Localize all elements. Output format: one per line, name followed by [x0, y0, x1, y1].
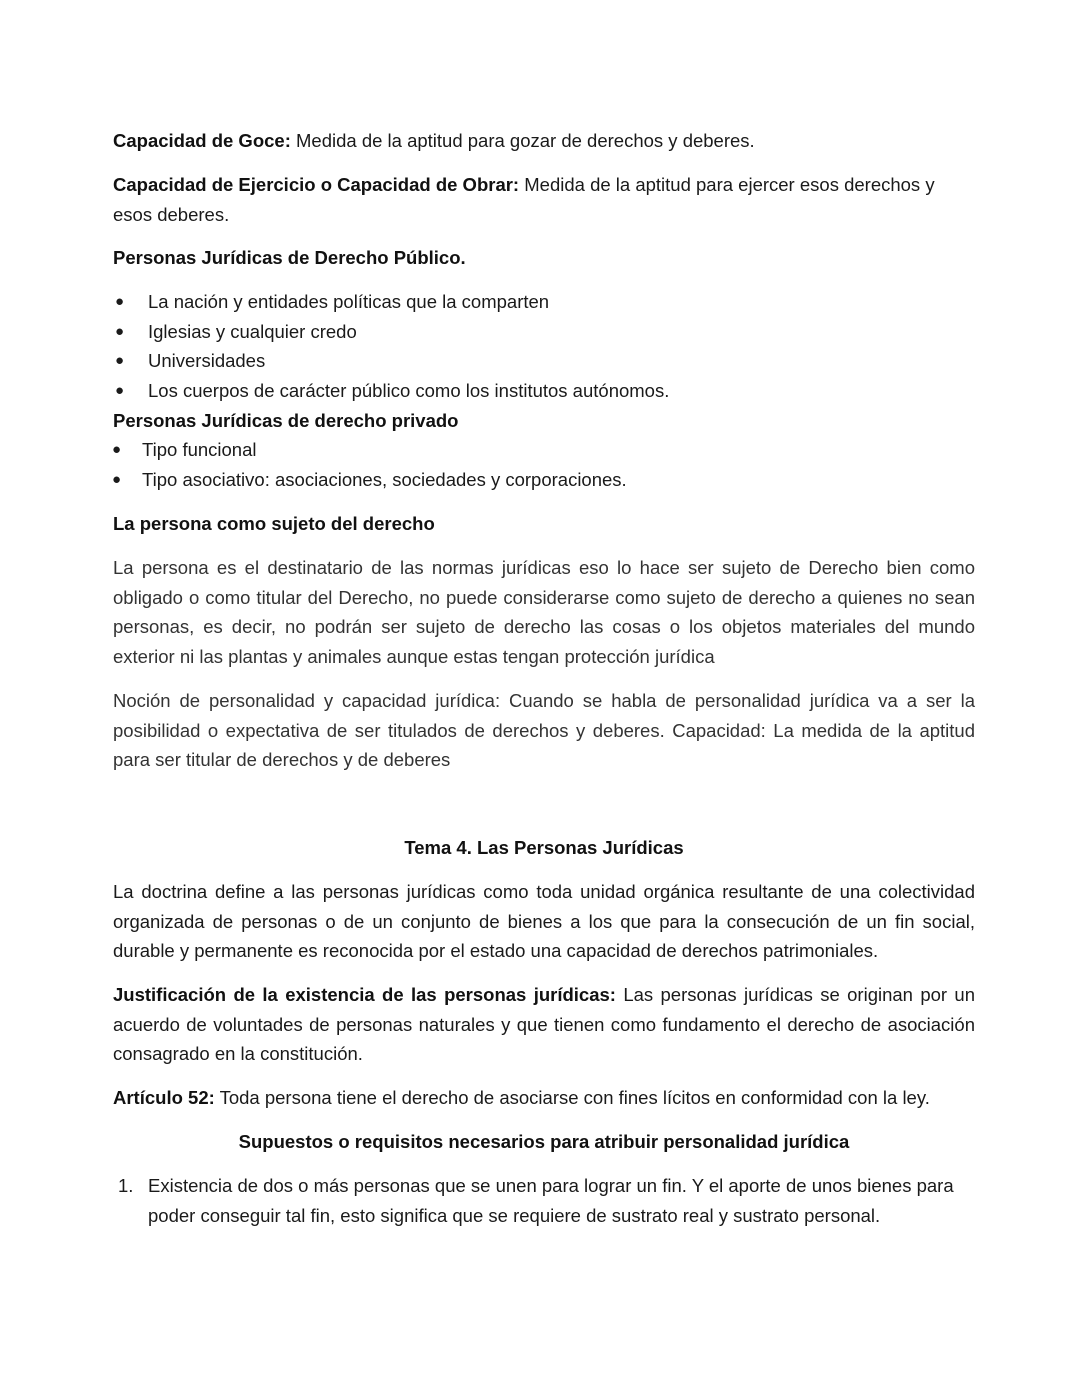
heading-sujeto — [113, 509, 975, 539]
heading-privado — [113, 406, 975, 436]
list-text: Existencia de dos o más personas que se unen para lograr un fin. Y el aporte de unos bienes para poder conseguir tal fin, esto significa que se requiere de sustrato real y sustrato personal. — [148, 1175, 954, 1226]
paragraph-sujeto: La persona es el destinatario de las normas jurídicas eso lo hace ser sujeto de Derecho bien como obligado o como titular del Derecho, no puede considerarse como sujeto de derecho a quienes no sean personas, es decir, no podrán ser sujeto de derecho las cosas o los objetos materiales del mundo exterior ni las plantas y animales aunque estas tengan protección jurídica — [113, 557, 975, 668]
list-item — [113, 1171, 975, 1230]
numbered-list — [113, 1171, 975, 1230]
section-title — [113, 833, 975, 863]
title-text: Tema 4. Las Personas Jurídicas — [404, 837, 684, 858]
paragraph-nocion: Noción de personalidad y capacidad jurídica: Cuando se habla de personalidad jurídica va a ser la posibilidad o expectativa de ser titulados de derechos y deberes. Capacidad: La medida de la aptitud para ser titular de derechos y de deberes — [113, 690, 975, 771]
heading-text: Supuestos o requisitos necesarios para atribuir personalidad jurídica — [238, 1131, 850, 1152]
list-item: ● Los cuerpos de carácter público como los institutos autónomos. — [113, 376, 975, 406]
list-item: ● Iglesias y cualquier credo — [113, 317, 975, 347]
term: Artículo 52: — [113, 1087, 215, 1108]
definition: Toda persona tiene el derecho de asociarse con fines lícitos en conformidad con la ley. — [214, 1087, 930, 1108]
term: Capacidad de Goce: — [113, 130, 291, 151]
paragraph-articulo — [113, 1083, 975, 1113]
list-item: ● La nación y entidades políticas que la comparten — [113, 287, 975, 317]
list-publico — [113, 287, 975, 406]
heading-text: Personas Jurídicas de Derecho Público. — [113, 247, 466, 268]
definition: Medida de la aptitud para gozar de derechos y deberes. — [290, 130, 755, 151]
heading-publico — [113, 243, 975, 273]
heading-text: La persona como sujeto del derecho — [113, 513, 435, 534]
definition: Las personas jurídicas se originan por un acuerdo de voluntades de personas naturales y que tienen como fundamento el derecho de asociación consagrado en la constitución. — [113, 984, 976, 1065]
subheading-supuestos — [113, 1127, 975, 1157]
list-item: ● Tipo funcional — [113, 435, 975, 465]
capacidad-ejercicio — [113, 170, 975, 229]
definition: Medida de la aptitud para ejercer esos derechos y esos deberes. — [113, 174, 935, 225]
list-item: ● Tipo asociativo: asociaciones, sociedades y corporaciones. — [113, 465, 975, 495]
list-number: 1. — [118, 1175, 134, 1196]
term: Capacidad de Ejercicio o Capacidad de Obrar: — [113, 174, 520, 195]
term: Justificación de la existencia de las personas jurídicas: — [113, 984, 616, 1005]
list-item: ● Universidades — [113, 346, 975, 376]
capacidad-goce — [113, 126, 975, 156]
paragraph-justificacion — [113, 980, 975, 1069]
paragraph-doctrina: La doctrina define a las personas jurídicas como toda unidad orgánica resultante de una colectividad organizada de personas o de un conjunto de bienes a los que para la consecución de un fin social, durable y permanente es reconocida por el estado una capacidad de derechos patrimoniales. — [113, 881, 975, 962]
heading-text: Personas Jurídicas de derecho privado — [113, 410, 459, 431]
list-privado — [113, 435, 975, 494]
